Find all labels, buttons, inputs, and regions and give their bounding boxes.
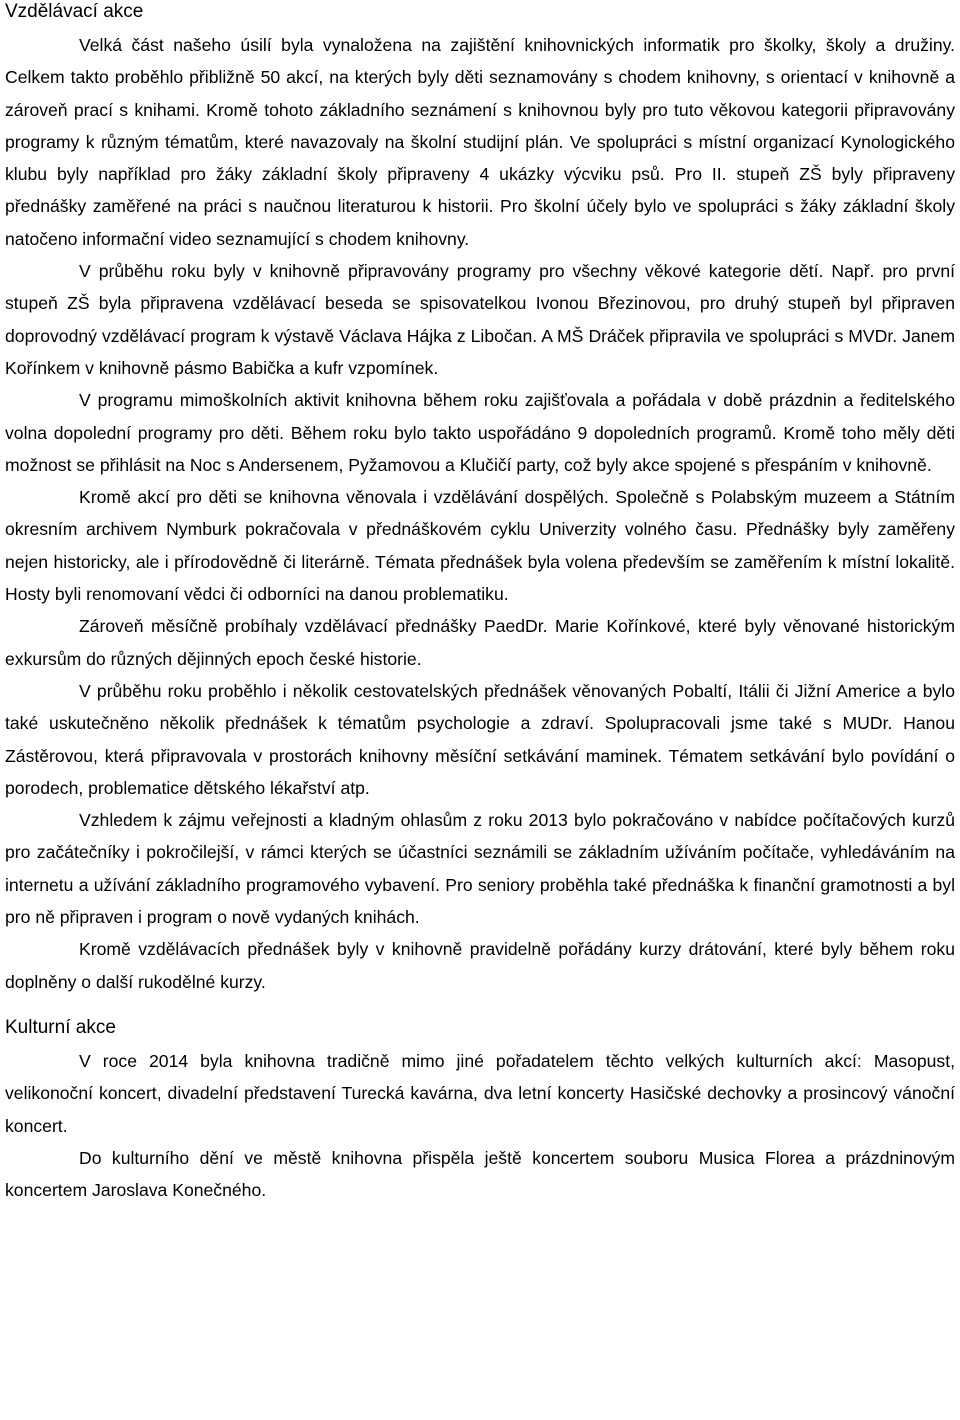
paragraph: Zároveň měsíčně probíhaly vzdělávací přednášky PaedDr. Marie Kořínkové, které byly věnované historickým exkursům do různých dějinných epoch české historie. [5, 616, 955, 669]
section-culture [5, 1016, 955, 1206]
paragraph: Kromě akcí pro děti se knihovna věnovala i vzdělávání dospělých. Společně s Polabským muzeem a Státním okresním archivem Nymburk pokračovala v přednáškovém cyklu Univerzity volného času. Přednášky byly zaměřeny nejen historicky, ale i přírodovědně či literárně. Témata přednášek byla volena především se zaměřením k místní lokalitě. Hosty byli renomovaní vědci či odborníci na danou problematiku. [5, 487, 955, 605]
paragraph: V roce 2014 byla knihovna tradičně mimo jiné pořadatelem těchto velkých kulturních akcí: Masopust, velikonoční koncert, divadelní představení Turecká kavárna, dva letní koncerty Hasičské dechovky a prosincový vánoční koncert. [5, 1050, 955, 1136]
section-heading: Kulturní akce [5, 1016, 116, 1038]
paragraph: Kromě vzdělávacích přednášek byly v knihovně pravidelně pořádány kurzy drátování, které byly během roku doplněny o další rukodělné kurzy. [5, 939, 955, 992]
section-spacer [5, 998, 955, 1016]
section-heading: Vzdělávací akce [5, 1, 144, 22]
document-page [5, 0, 955, 1206]
paragraph: V průběhu roku proběhlo i několik cestovatelských přednášek věnovaných Pobaltí, Itálii či Jižní Americe a bylo také uskutečněno několik přednášek k tématům psychologie a zdraví. Spolupracovali jsme také s MUDr. Hanou Zástěrovou, která připravovala v prostorách knihovny měsíční setkávání maminek. Tématem setkávání bylo povídání o porodech, problematice dětského lékařství atp. [5, 680, 955, 798]
paragraph: V programu mimoškolních aktivit knihovna během roku zajišťovala a pořádala v době prázdnin a ředitelského volna dopolední programy pro děti. Během roku bylo takto uspořádáno 9 dopoledních programů. Kromě toho měly děti možnost se přihlásit na Noc s Andersenem, Pyžamovou a Klučičí party, což byly akce spojené s přespáním v knihovně. [5, 390, 955, 475]
section-education [5, 0, 955, 998]
paragraph: Do kulturního dění ve městě knihovna přispěla ještě koncertem souboru Musica Florea a prázdninovým koncertem Jaroslava Konečného. [5, 1147, 955, 1201]
paragraph: Velká část našeho úsilí byla vynaložena na zajištění knihovnických informatik pro školky, školy a družiny. Celkem takto proběhlo přibližně 50 akcí, na kterých byly děti seznamovány s chodem knihovny, s orientací v knihovně a zároveň prací s knihami. Kromě tohoto základního seznámení s knihovnou byly pro tuto věkovou kategorii připravovány programy k různým tématům, které navazovaly na školní studijní plán. Ve spolupráci s místní organizací Kynologického klubu byly například pro žáky základní školy připraveny 4 ukázky výcviku psů. Pro II. stupeň ZŠ byly připraveny přednášky zaměřené na práci s naučnou literaturou k historii. Pro školní účely bylo ve spolupráci s žáky základní školy natočeno informační video seznamující s chodem knihovny. [5, 35, 955, 249]
paragraph: Vzhledem k zájmu veřejnosti a kladným ohlasům z roku 2013 bylo pokračováno v nabídce počítačových kurzů pro začátečníky i pokročilejší, v rámci kterých se účastníci seznámili se základním užíváním počítače, vyhledáváním na internetu a užívání základního programového vybavení. Pro seniory proběhla také přednáška k finanční gramotnosti a byl pro ně připraven i program o nově vydaných knihách. [5, 810, 955, 928]
paragraph: V průběhu roku byly v knihovně připravovány programy pro všechny věkové kategorie dětí. Např. pro první stupeň ZŠ byla připravena vzdělávací beseda se spisovatelkou Ivonou Březinovou, pro druhý stupeň byl připraven doprovodný vzdělávací program k výstavě Václava Hájka z Libočan. A MŠ Dráček připravila ve spolupráci s MVDr. Janem Kořínkem v knihovně pásmo Babička a kufr vzpomínek. [5, 261, 955, 378]
